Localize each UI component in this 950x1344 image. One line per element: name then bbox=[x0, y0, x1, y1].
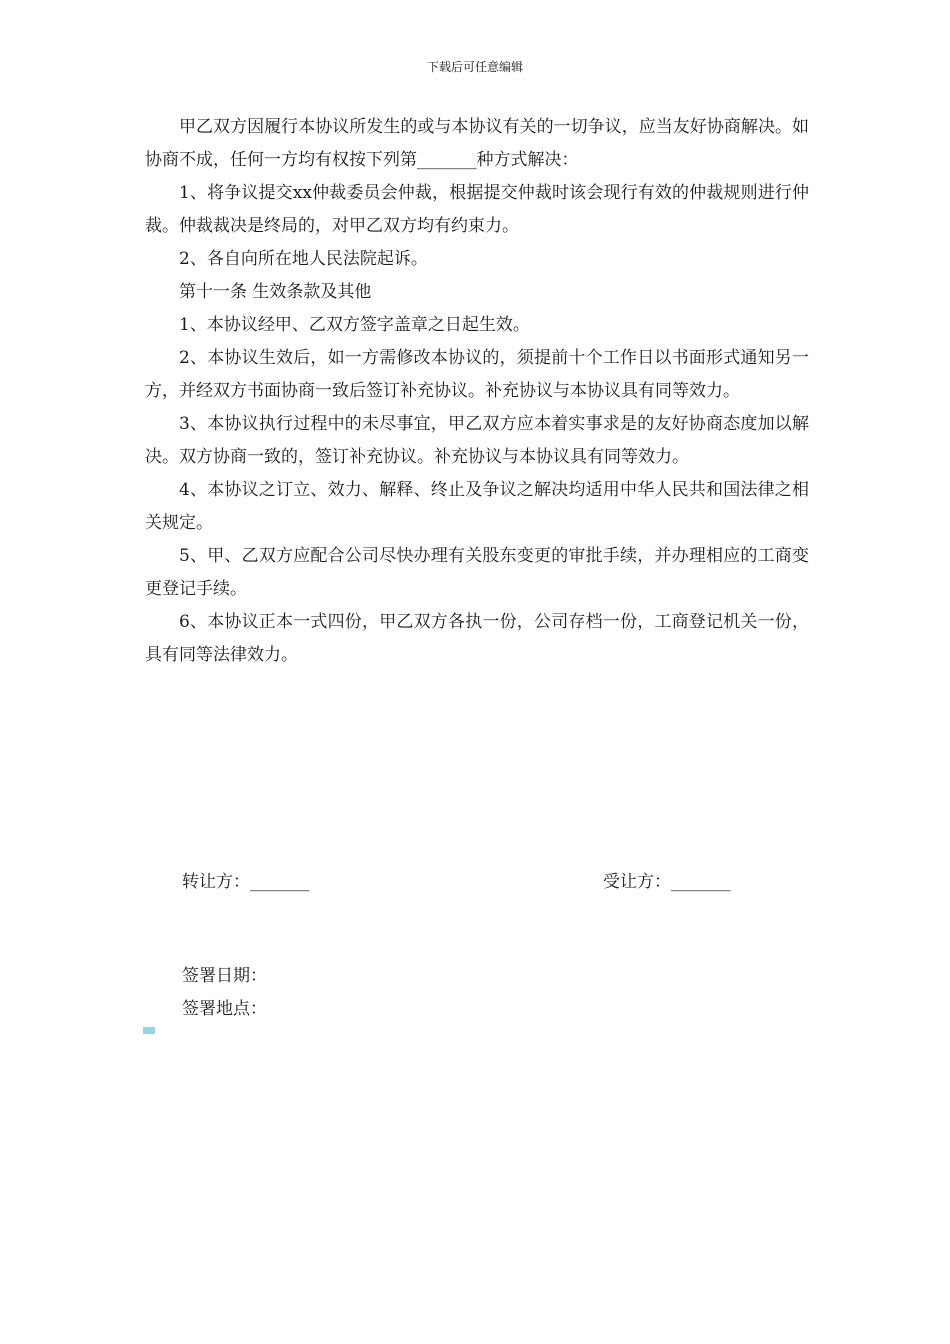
signing-date-label: 签署日期： bbox=[182, 966, 267, 986]
signature-row bbox=[145, 866, 809, 899]
signing-place-label: 签署地点： bbox=[182, 999, 267, 1019]
paragraph-registration: 5、甲、乙双方应配合公司尽快办理有关股东变更的审批手续，并办理相应的工商变更登记手续。 bbox=[145, 546, 809, 599]
article-eleven-heading: 第十一条 生效条款及其他 bbox=[179, 282, 372, 302]
signing-info bbox=[182, 960, 267, 1026]
transferor-signature: 转让方：_______ bbox=[182, 872, 310, 892]
transferee-signature: 受让方：_______ bbox=[603, 872, 731, 892]
edit-marker bbox=[143, 1027, 155, 1034]
paragraph-arbitration: 1、将争议提交xx仲裁委员会仲裁，根据提交仲裁时该会现行有效的仲裁规则进行仲裁。仲裁裁决是终局的，对甲乙双方均有约束力。 bbox=[145, 183, 809, 236]
agreement-body bbox=[145, 111, 809, 672]
paragraph-unresolved-matters: 3、本协议执行过程中的未尽事宜，甲乙双方应本着实事求是的友好协商态度加以解决。双方协商一致的，签订补充协议。补充协议与本协议具有同等效力。 bbox=[145, 414, 809, 467]
paragraph-governing-law: 4、本协议之订立、效力、解释、终止及争议之解决均适用中华人民共和国法律之相关规定。 bbox=[145, 480, 809, 533]
paragraph-litigation: 2、各自向所在地人民法院起诉。 bbox=[179, 249, 428, 269]
paragraph-dispute: 甲乙双方因履行本协议所发生的或与本协议有关的一切争议，应当友好协商解决。如协商不成，任何一方均有权按下列第_______种方式解决： bbox=[145, 117, 809, 170]
paragraph-copies: 6、本协议正本一式四份，甲乙双方各执一份，公司存档一份，工商登记机关一份，具有同等法律效力。 bbox=[145, 612, 809, 665]
paragraph-effective: 1、本协议经甲、乙双方签字盖章之日起生效。 bbox=[179, 315, 530, 335]
paragraph-amendment: 2、本协议生效后，如一方需修改本协议的，须提前十个工作日以书面形式通知另一方，并经双方书面协商一致后签订补充协议。补充协议与本协议具有同等效力。 bbox=[145, 348, 809, 401]
header-note: 下载后可任意编辑 bbox=[426, 60, 523, 74]
